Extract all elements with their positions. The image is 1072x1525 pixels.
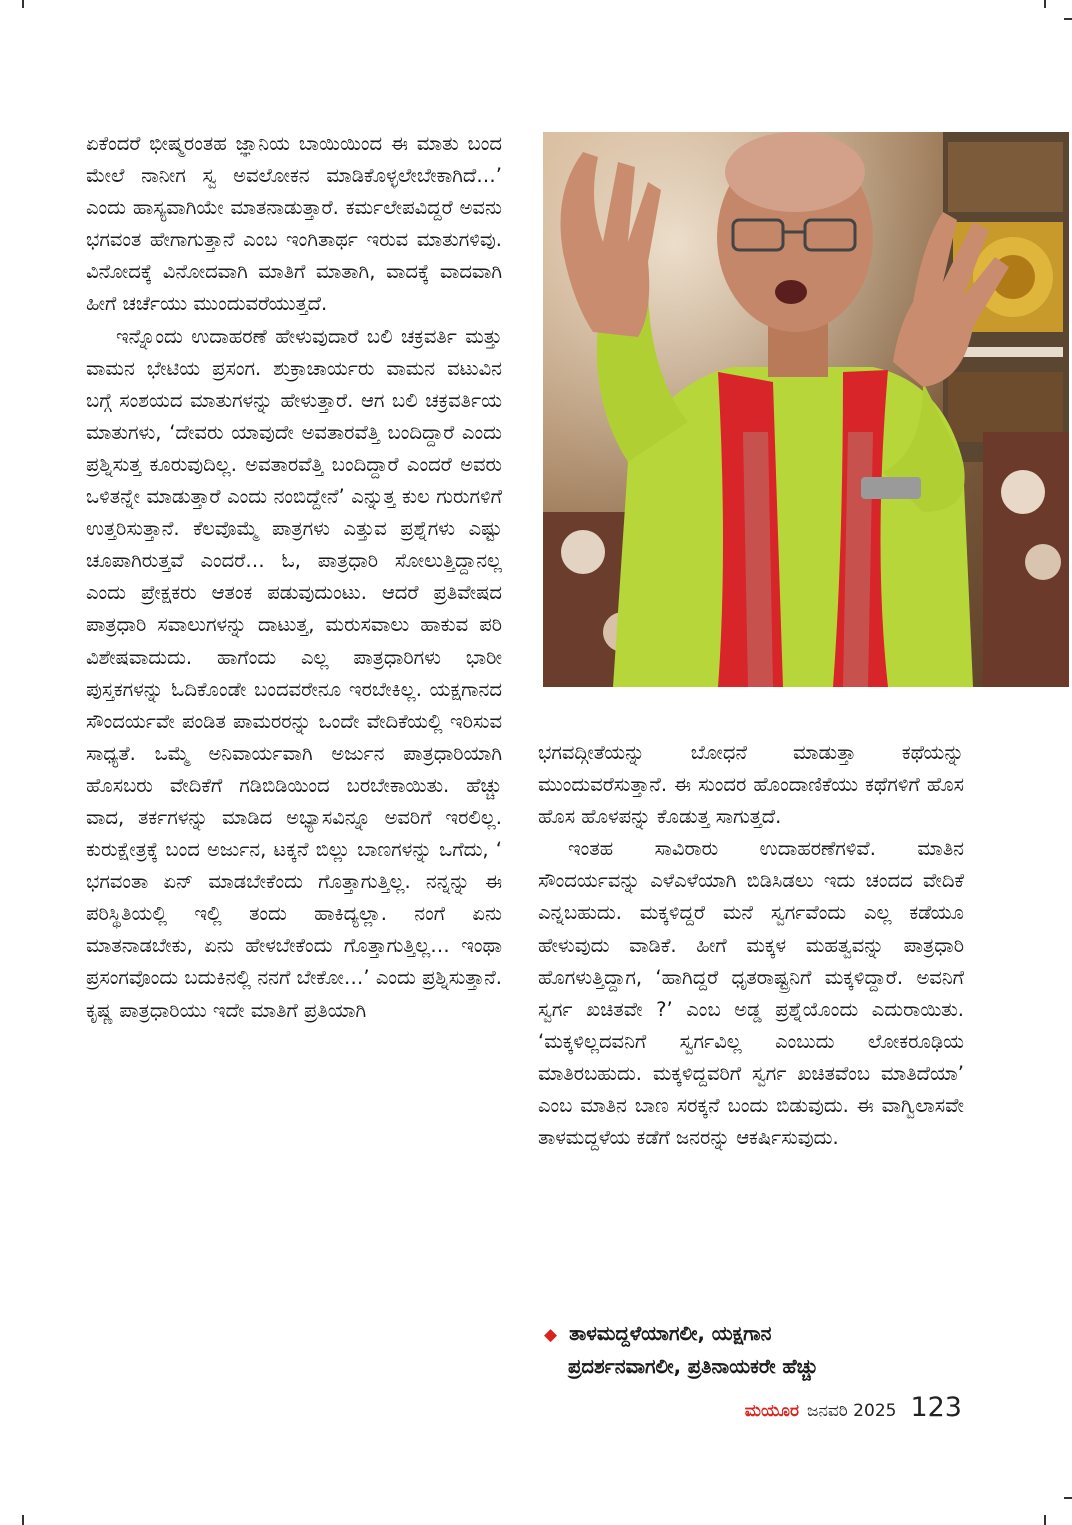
article-column-left	[86, 128, 502, 1027]
paragraph-4: ಇಂತಹ ಸಾವಿರಾರು ಉದಾಹರಣೆಗಳಿವೆ. ಮಾತಿನ ಸೌಂದರ್ಯವನ್ನು ಎಳೆಎಳೆಯಾಗಿ ಬಿಡಿಸಿಡಲು ಇದು ಚಂದದ ವೇದಿಕೆ ಎನ್ನಬಹುದು. ಮಕ್ಕಳಿದ್ದರೆ ಮನೆ ಸ್ವರ್ಗವೆಂದು ಎಲ್ಲ ಕಡೆಯೂ ಹೇಳುವುದು ವಾಡಿಕೆ. ಹೀಗೆ ಮಕ್ಕಳ ಮಹತ್ವವನ್ನು ಪಾತ್ರಧಾರಿ ಹೊಗಳುತ್ತಿದ್ದಾಗ, ‘ಹಾಗಿದ್ದರೆ ಧೃತರಾಷ್ಟ್ರನಿಗೆ ಮಕ್ಕಳಿದ್ದಾರೆ. ಅವನಿಗೆ ಸ್ವರ್ಗ ಖಚಿತವೇ ?’ ಎಂಬ ಅಡ್ಡ ಪ್ರಶ್ನೆಯೊಂದು ಎದುರಾಯಿತು. ‘ಮಕ್ಕಳಿಲ್ಲದವನಿಗೆ ಸ್ವರ್ಗವಿಲ್ಲ ಎಂಬುದು ಲೋಕರೂಢಿಯ ಮಾತಿರಬಹುದು. ಮಕ್ಕಳಿದ್ದವರಿಗೆ ಸ್ವರ್ಗ ಖಚಿತವೆಂಬ ಮಾತಿದೆಯಾ’ ಎಂಬ ಮಾತಿನ ಬಾಣ ಸರಕ್ಕನೆ ಬಂದು ಬಿಡುವುದು. ಈ ವಾಗ್ವಿಲಾಸವೇ ತಾಳಮದ್ದಳೆಯ ಕಡೆಗೆ ಜನರನ್ನು ಆಕರ್ಷಿಸುವುದು.	[538, 837, 964, 1150]
crop-mark-bottom-left	[22, 1515, 24, 1525]
article-photo	[543, 132, 1069, 687]
page-number: 123	[910, 1392, 962, 1423]
paragraph-3: ಭಗವದ್ಗೀತೆಯನ್ನು ಬೋಧನೆ ಮಾಡುತ್ತಾ ಕಥೆಯನ್ನು ಮುಂದುವರೆಸುತ್ತಾನೆ. ಈ ಸುಂದರ ಹೊಂದಾಣಿಕೆಯು ಕಥೆಗಳಿಗೆ ಹೊಸ ಹೊಸ ಹೊಳಪನ್ನು ಕೊಡುತ್ತ ಸಾಗುತ್ತದೆ.	[538, 741, 964, 829]
pull-quote-text-1: ತಾಳಮದ್ದಳೆಯಾಗಲೀ, ಯಕ್ಷಗಾನ	[569, 1322, 772, 1345]
magazine-brand: ಮಯೂರ	[744, 1401, 800, 1421]
issue-date: ಜನವರಿ 2025	[807, 1401, 897, 1421]
pull-quote	[544, 1318, 964, 1383]
page-footer	[745, 1392, 962, 1423]
article-column-right	[538, 737, 964, 1154]
crop-mark-top-right	[1044, 0, 1046, 8]
crop-mark-right-lower	[1064, 1497, 1072, 1499]
crop-mark-top-left	[22, 0, 24, 8]
paragraph-1: ಏಕೆಂದರೆ ಭೀಷ್ಮರಂತಹ ಜ್ಞಾನಿಯ ಬಾಯಿಯಿಂದ ಈ ಮಾತು ಬಂದ ಮೇಲೆ ನಾನೀಗ ಸ್ವ ಅವಲೋಕನ ಮಾಡಿಕೊಳ್ಳಲೇಬೇಕಾಗಿದೆ…’ ಎಂದು ಹಾಸ್ಯವಾಗಿಯೇ ಮಾತನಾಡುತ್ತಾರೆ. ಕರ್ಮಲೇಪವಿದ್ದರೆ ಅವನು ಭಗವಂತ ಹೇಗಾಗುತ್ತಾನೆ ಎಂಬ ಇಂಗಿತಾರ್ಥ ಇರುವ ಮಾತುಗಳಿವು. ವಿನೋದಕ್ಕೆ ವಿನೋದವಾಗಿ ಮಾತಿಗೆ ಮಾತಾಗಿ, ವಾದಕ್ಕೆ ವಾದವಾಗಿ ಹೀಗೆ ಚರ್ಚೆಯು ಮುಂದುವರೆಯುತ್ತದೆ.	[86, 132, 502, 316]
pull-quote-line-2: ಪ್ರದರ್ಶನವಾಗಲೀ, ಪ್ರತಿನಾಯಕರೇ ಹೆಚ್ಚು	[568, 1355, 819, 1378]
crop-mark-right-upper	[1064, 18, 1072, 20]
crop-mark-bottom-right	[1044, 1515, 1046, 1525]
paragraph-2: ಇನ್ನೊಂದು ಉದಾಹರಣೆ ಹೇಳುವುದಾರೆ ಬಲಿ ಚಕ್ರವರ್ತಿ ಮತ್ತು ವಾಮನ ಭೇಟಿಯ ಪ್ರಸಂಗ. ಶುಕ್ರಾಚಾರ್ಯರು ವಾಮನ ವಟುವಿನ ಬಗ್ಗೆ ಸಂಶಯದ ಮಾತುಗಳನ್ನು ಹೇಳುತ್ತಾರೆ. ಆಗ ಬಲಿ ಚಕ್ರವರ್ತಿಯ ಮಾತುಗಳು, ‘ದೇವರು ಯಾವುದೇ ಅವತಾರವೆತ್ತಿ ಬಂದಿದ್ದಾರೆ ಎಂದು ಪ್ರಶ್ನಿಸುತ್ತ ಕೂರುವುದಿಲ್ಲ. ಅವತಾರವೆತ್ತಿ ಬಂದಿದ್ದಾರೆ ಎಂದರೆ ಅವರು ಒಳಿತನ್ನೇ ಮಾಡುತ್ತಾರೆ ಎಂದು ನಂಬಿದ್ದೇನೆ’ ಎನ್ನುತ್ತ ಕುಲ ಗುರುಗಳಿಗೆ ಉತ್ತರಿಸುತ್ತಾನೆ. ಕೆಲವೊಮ್ಮೆ ಪಾತ್ರಗಳು ಎತ್ತುವ ಪ್ರಶ್ನೆಗಳು ಎಷ್ಟು ಚೂಪಾಗಿರುತ್ತವೆ ಎಂದರೆ… ಓ, ಪಾತ್ರಧಾರಿ ಸೋಲುತ್ತಿದ್ದಾನಲ್ಲ ಎಂದು ಪ್ರೇಕ್ಷಕರು ಆತಂಕ ಪಡುವುದುಂಟು. ಆದರೆ ಪ್ರತಿವೇಷದ ಪಾತ್ರಧಾರಿ ಸವಾಲುಗಳನ್ನು ದಾಟುತ್ತ, ಮರುಸವಾಲು ಹಾಕುವ ಪರಿ ವಿಶೇಷವಾದುದು. ಹಾಗೆಂದು ಎಲ್ಲ ಪಾತ್ರಧಾರಿಗಳು ಭಾರೀ ಪುಸ್ತಕಗಳನ್ನು ಓದಿಕೊಂಡೇ ಬಂದವರೇನೂ ಇರಬೇಕಿಲ್ಲ. ಯಕ್ಷಗಾನದ ಸೌಂದರ್ಯವೇ ಪಂಡಿತ ಪಾಮರರನ್ನು ಒಂದೇ ವೇದಿಕೆಯಲ್ಲಿ ಇರಿಸುವ ಸಾಧ್ಯತೆ. ಒಮ್ಮೆ ಅನಿವಾರ್ಯವಾಗಿ ಅರ್ಜುನ ಪಾತ್ರಧಾರಿಯಾಗಿ ಹೊಸಬರು ವೇದಿಕೆಗೆ ಗಡಿಬಿಡಿಯಿಂದ ಬರಬೇಕಾಯಿತು. ಹೆಚ್ಚು ವಾದ, ತರ್ಕಗಳನ್ನು ಮಾಡಿದ ಅಭ್ಯಾಸವಿನ್ನೂ ಅವರಿಗೆ ಇರಲಿಲ್ಲ. ಕುರುಕ್ಷೇತ್ರಕ್ಕೆ ಬಂದ ಅರ್ಜುನ, ಟಕ್ಕನೆ ಬಿಲ್ಲು ಬಾಣಗಳನ್ನು ಒಗೆದು, ‘ ಭಗವಂತಾ ಏನ್ ಮಾಡಬೇಕೆಂದು ಗೊತ್ತಾಗುತ್ತಿಲ್ಲ. ನನ್ನನ್ನು ಈ ಪರಿಸ್ಥಿತಿಯಲ್ಲಿ ಇಲ್ಲಿ ತಂದು ಹಾಕಿದ್ಯಲ್ಲಾ. ನಂಗೆ ಏನು ಮಾತನಾಡಬೇಕು, ಏನು ಹೇಳಬೇಕೆಂದು ಗೊತ್ತಾಗುತ್ತಿಲ್ಲ… ಇಂಥಾ ಪ್ರಸಂಗವೊಂದು ಬದುಕಿನಲ್ಲಿ ನನಗೆ ಬೇಕೋ…’ ಎಂದು ಪ್ರಶ್ನಿಸುತ್ತಾನೆ. ಕೃಷ್ಣ ಪಾತ್ರಧಾರಿಯು ಇದೇ ಮಾತಿಗೆ ಪ್ರತಿಯಾಗಿ	[86, 324, 502, 1022]
diamond-bullet-icon: ◆	[544, 1325, 558, 1345]
pull-quote-line-1	[544, 1318, 964, 1351]
